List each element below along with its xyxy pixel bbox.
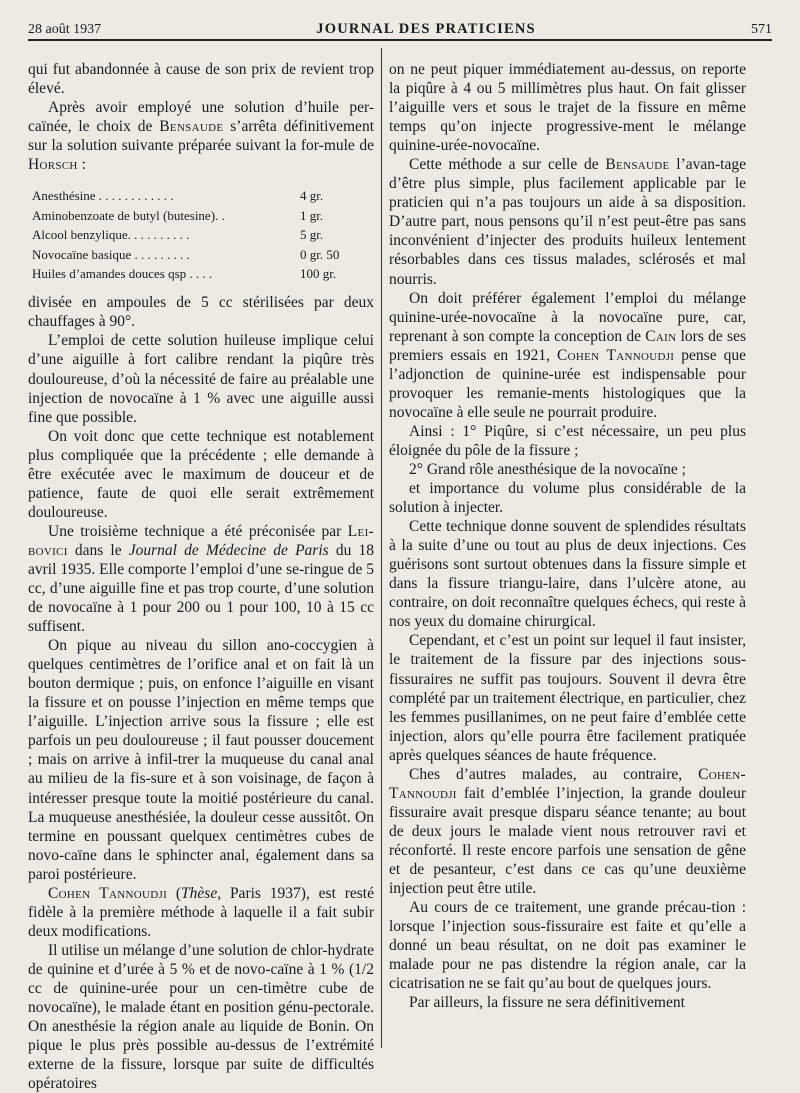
- issue-date: 28 août 1937: [28, 22, 102, 37]
- running-header: [28, 14, 772, 38]
- formula-row: Aminobenzoate de butyl (butesine). . 1 gr.: [32, 207, 324, 223]
- header-rule: [28, 39, 772, 41]
- paragraph: Une troisième technique a été préconisée par Lei-bovici dans le Journal de Médecine de Paris du 18 avril 1935. Elle comporte l’emploi d’une se-ringue de 5 cc, d’une aiguille fine et pas trop courte, d’une solution de novocaïne à 1 pour 200 ou 1 pour 100, 10 à 15 cc suffisent.: [28, 522, 374, 636]
- paragraph: Ches d’autres malades, au contraire, Cohen-Tannoudji fait d’emblée l’injection, la grande douleur fissuraire avait presque disparu séance tenante; au bout de deux jours le malade vient nous retrouver ravi et réconforté. Il reste encore parfois une sensation de gêne et de pesanteur, c’est dans ce cas qu’une deuxième injection peut être utile.: [389, 765, 746, 898]
- author-name: Horsch: [28, 156, 78, 174]
- paragraph: On pique au niveau du sillon ano-coccygien à quelques centimètres de l’orifice anal et on fait là un bouton dermique ; puis, on enfonce l’aiguille en visant la fissure et on pousse l’injection en même temps que l’aiguille. L’injection arrive sous la fissure ; elle est parfois un peu douloureuse ; il faut pousser doucement ; mais on arrive à infil-trer la muqueuse du canal anal au milieu de la fis-sure et à son voisinage, de façon à intéresser presque toute la moitié postérieure du canal. La muqueuse anesthésiée, la douleur cesse aussitôt. On termine en poussant quelquex centimètres cubes de novo-caïne dans le sphincter anal, également dans sa paroi postérieure.: [28, 637, 374, 883]
- paragraph: Cependant, et c’est un point sur lequel il faut insister, le traitement de la fissure par des injections sous-fissuraires ne suffit pas toujours. Souvent il devra être complété par un traitement électrique, en particulier, chez les femmes pusillanimes, on ne peut faire d’emblée cette injection, alors qu’elle pourra être facilement pratiquée après quelques séances de haute fréquence.: [389, 632, 746, 764]
- formula-table: [32, 186, 374, 283]
- paragraph: Après avoir employé une solution d’huile per-caïnée, le choix de Bensaude s’arrêta définitivement sur la solution suivante préparée suivant la for-mule de Horsch :: [28, 99, 374, 174]
- formula-row: Novocaïne basique . . . . . . . . . 0 gr. 50: [32, 246, 340, 262]
- paragraph: et importance du volume plus considérable de la solution à injecter.: [389, 480, 746, 517]
- formula-row: Alcool benzylique. . . . . . . . . . 5 gr.: [32, 227, 324, 243]
- author-name: Cohen-Tannoudji: [389, 765, 746, 802]
- paragraph: Ainsi : 1° Piqûre, si c’est nécessaire, un peu plus éloignée du pôle de la fissure ;: [389, 422, 746, 459]
- paragraph: on ne peut piquer immédiatement au-dessus, on reporte la piqûre à 4 ou 5 millimètres plus haut. On fait glisser l’aiguille vers et sous le trajet de la fissure en même temps qu’on injecte progressive-ment le mélange quinine-urée-novocaïne.: [389, 61, 746, 155]
- right-column: [389, 60, 746, 1012]
- paragraph: Au cours de ce traitement, une grande précau-tion : lorsque l’injection sous-fissuraire est faite et qu’elle a donné un beau résultat, on ne doit pas examiner le malade pour ne pas distendre la région anale, car la cicatrisation ne se fait qu’au bout de quelques jours.: [389, 899, 746, 993]
- page-number: 571: [751, 22, 772, 37]
- column-divider: [381, 48, 382, 1048]
- author-name: Cohen Tannoudji: [48, 884, 168, 902]
- journal-title: JOURNAL DES PRATICIENS: [316, 21, 536, 37]
- author-name: Cain: [645, 327, 677, 345]
- journal-reference: Journal de Médecine de Paris: [128, 541, 329, 559]
- paragraph: Cohen Tannoudji (Thèse, Paris 1937), est resté fidèle à la première méthode à laquelle il a fait subir deux modifications.: [28, 884, 374, 940]
- thesis-reference: Thèse,: [181, 884, 222, 902]
- paragraph: Cette méthode a sur celle de Bensaude l’avan-tage d’être plus simple, plus facilement applicable par le praticien qui n’a pas toujours un aide à sa disposition. D’autre part, nous pensons qu’il n’est peut-être pas sans inconvénient d’injecter des produits huileux lentement résorbables dans ces tissus malades, sclérosés et mal nourris.: [389, 156, 746, 288]
- paragraph: qui fut abandonnée à cause de son prix de revient trop élevé.: [28, 61, 374, 98]
- left-column: [28, 60, 374, 1093]
- formula-row: Huiles d’amandes douces qsp . . . . 100 gr.: [32, 265, 337, 281]
- paragraph: On doit préférer également l’emploi du mélange quinine-urée-novocaïne à la novocaïne pure, car, reprenant à son compte la conception de Cain lors de ses premiers essais en 1921, Cohen Tannoudji pense que l’adjonction de quinine-urée est indispensable pour provoquer les remanie-ments histologiques que la novocaïne à elle seule ne pourrait produire.: [389, 289, 746, 421]
- formula-row: Anesthésine . . . . . . . . . . . . 4 gr.: [32, 188, 324, 204]
- paragraph: 2° Grand rôle anesthésique de la novocaïne ;: [409, 460, 686, 478]
- paragraph: Il utilise un mélange d’une solution de chlor-hydrate de quinine et d’urée à 5 % et de novo-caïne à 1 % (1/2 cc de quinine-urée pour un cen-timètre cube de novocaïne), le malade étant en position génu-pectorale. On anesthésie la région anale au liquide de Bonin. On pique le plus près possible au-dessus de l’extrémité externe de la fissure, lorsque par suite de difficultés opératoires: [28, 941, 374, 1093]
- paragraph: Cette technique donne souvent de splendides résultats à la suite d’une ou tout au plus de deux injections. Ces guérisons sont surtout obtenues dans la fissure simple et dans la fissure triangu-laire, dans l’ulcère atone, au contraire, on doit reconnaître quelques échecs, qui reste à nos yeux du domaine chirurgical.: [389, 518, 746, 631]
- paragraph: divisée en ampoules de 5 cc stérilisées par deux chauffages à 90°.: [28, 294, 374, 331]
- author-name: Cohen Tannoudji: [557, 346, 675, 364]
- paragraph: On voit donc que cette technique est notablement plus compliquée que la précédente ; elle demande à être exécutée avec le maximum de douceur et de patience, faute de quoi elle serait extrêmement douloureuse.: [28, 427, 374, 521]
- author-name: Bensaude: [605, 156, 670, 174]
- author-name: Bensaude: [159, 118, 224, 136]
- paragraph: Par ailleurs, la fissure ne sera définitivement: [409, 994, 685, 1012]
- paragraph: L’emploi de cette solution huileuse implique celui d’une aiguille à fort calibre rendant la piqûre très douloureuse, d’où la nécessité de faire au préalable une injection de novocaïne à 1 % avec une aiguille aussi fine que possible.: [28, 332, 374, 426]
- author-name: Lei-bovici: [28, 522, 374, 559]
